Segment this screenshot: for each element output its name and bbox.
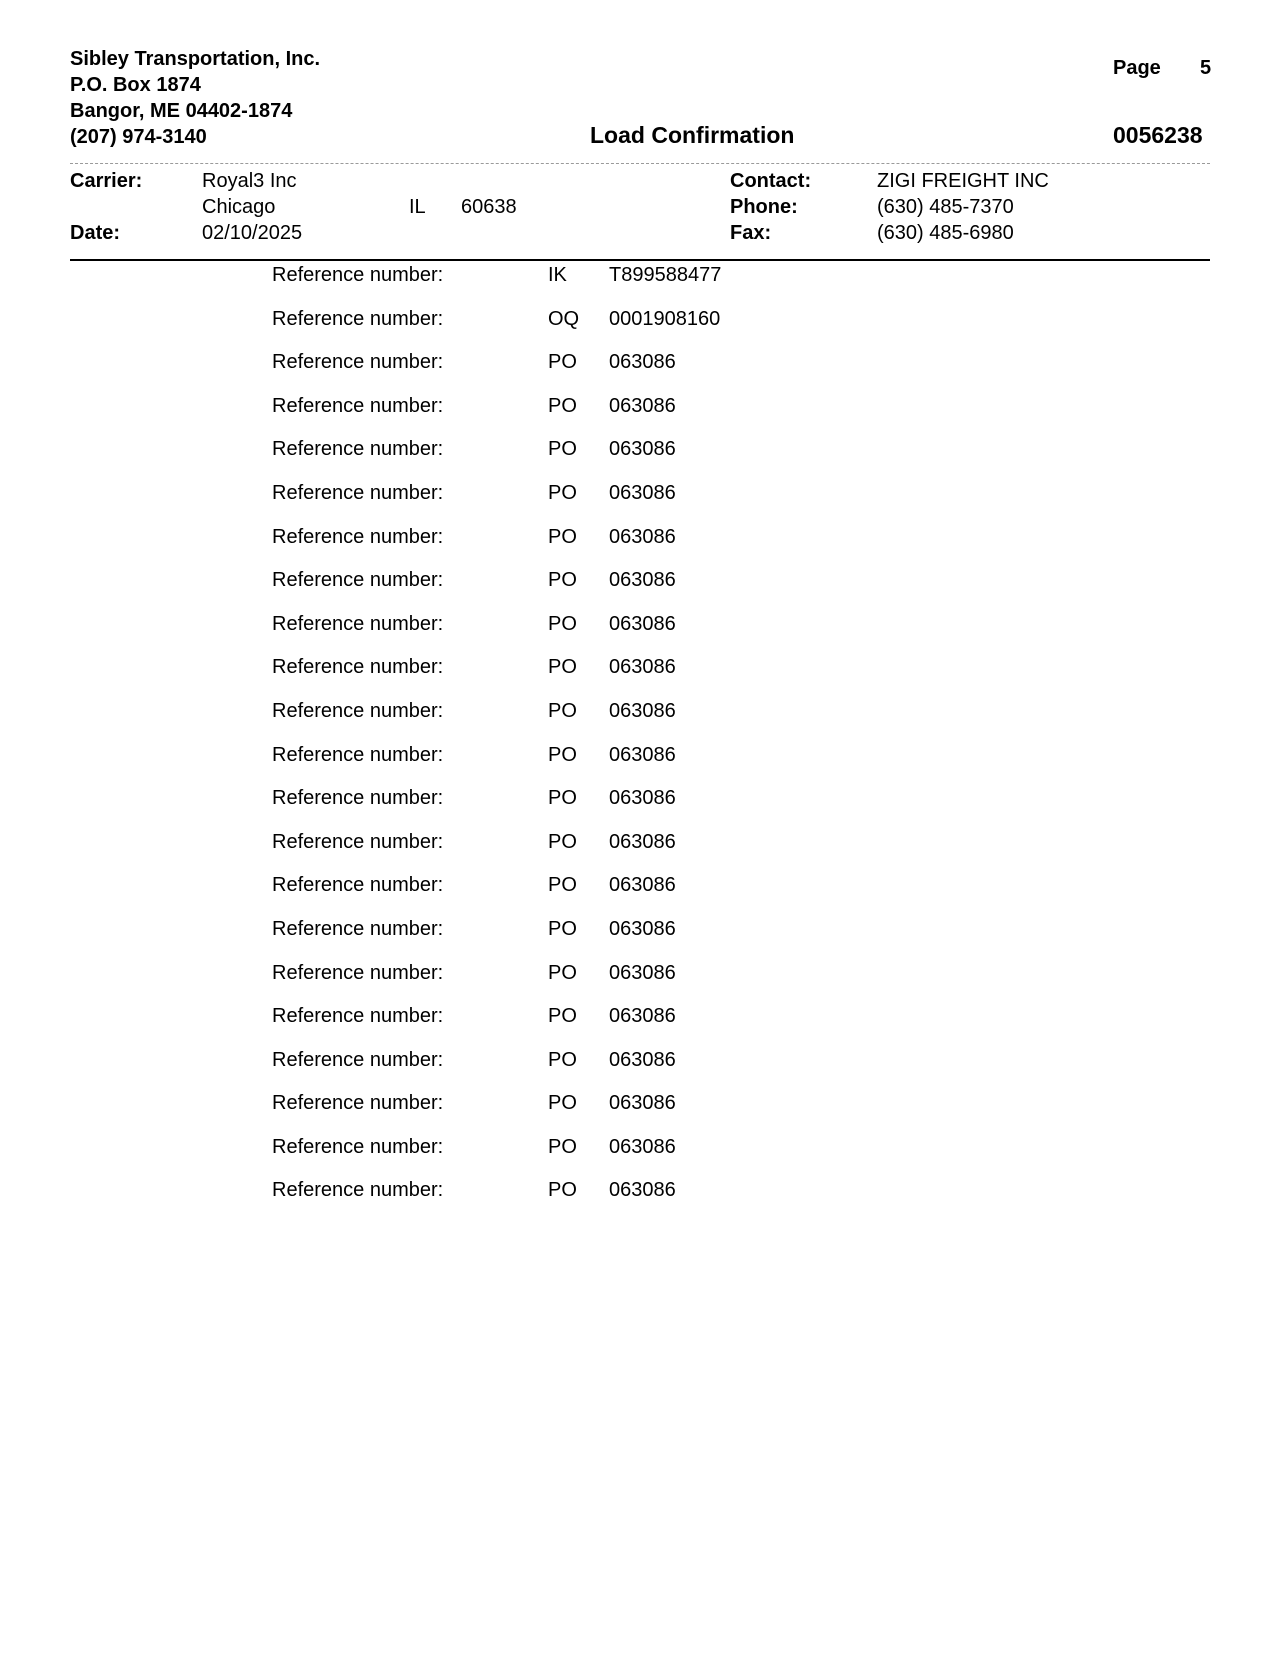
reference-number: 063086	[609, 699, 676, 722]
reference-type: PO	[548, 1092, 577, 1115]
reference-label: Reference number:	[272, 1092, 444, 1115]
company-phone: (207) 974-3140	[70, 126, 207, 148]
reference-label: Reference number:	[272, 438, 444, 461]
reference-number: 063086	[609, 394, 676, 417]
reference-row	[0, 656, 1283, 700]
reference-row	[0, 874, 1283, 918]
carrier-name: Royal3 Inc	[202, 170, 297, 192]
reference-label: Reference number:	[272, 961, 444, 984]
reference-number: 063086	[609, 656, 676, 679]
reference-row	[0, 351, 1283, 395]
date-value: 02/10/2025	[202, 222, 303, 244]
reference-number: 063086	[609, 1048, 676, 1071]
reference-row	[0, 700, 1283, 744]
reference-type: PO	[548, 481, 577, 504]
reference-row	[0, 831, 1283, 875]
reference-label: Reference number:	[272, 699, 444, 722]
reference-label: Reference number:	[272, 394, 444, 417]
document-title: Load Confirmation	[590, 122, 795, 148]
reference-label: Reference number:	[272, 1048, 444, 1071]
reference-row	[0, 744, 1283, 788]
reference-row	[0, 569, 1283, 613]
reference-number: 063086	[609, 874, 676, 897]
reference-row	[0, 438, 1283, 482]
reference-number: 063086	[609, 961, 676, 984]
reference-row	[0, 1005, 1283, 1049]
reference-number: 0001908160	[609, 307, 721, 330]
reference-type: PO	[548, 830, 577, 853]
reference-label: Reference number:	[272, 1135, 444, 1158]
reference-type: IK	[548, 264, 567, 286]
header-divider-solid	[70, 259, 1210, 261]
reference-number: 063086	[609, 1092, 676, 1115]
reference-label: Reference number:	[272, 874, 444, 897]
reference-type: PO	[548, 1048, 577, 1071]
reference-list	[0, 264, 1283, 1223]
reference-number: 063086	[609, 743, 676, 766]
page-label: Page	[1113, 57, 1161, 79]
reference-label: Reference number:	[272, 743, 444, 766]
reference-type: PO	[548, 1005, 577, 1028]
reference-row	[0, 1049, 1283, 1093]
phone-value: (630) 485-7370	[877, 196, 1014, 218]
reference-row	[0, 1136, 1283, 1180]
fax-label: Fax:	[730, 222, 772, 244]
reference-row	[0, 526, 1283, 570]
carrier-label: Carrier:	[70, 170, 143, 192]
reference-type: PO	[548, 569, 577, 592]
reference-row	[0, 395, 1283, 439]
company-address-line1: P.O. Box 1874	[70, 74, 201, 96]
reference-type: PO	[548, 787, 577, 810]
reference-number: 063086	[609, 1135, 676, 1158]
company-address-line2: Bangor, ME 04402-1874	[70, 100, 293, 122]
carrier-state: IL	[409, 196, 426, 218]
reference-label: Reference number:	[272, 264, 444, 286]
reference-row	[0, 1179, 1283, 1223]
reference-label: Reference number:	[272, 351, 444, 374]
reference-type: PO	[548, 525, 577, 548]
reference-label: Reference number:	[272, 917, 444, 940]
reference-number: 063086	[609, 830, 676, 853]
reference-type: PO	[548, 874, 577, 897]
reference-label: Reference number:	[272, 525, 444, 548]
reference-label: Reference number:	[272, 656, 444, 679]
reference-label: Reference number:	[272, 1005, 444, 1028]
reference-number: 063086	[609, 787, 676, 810]
reference-number: 063086	[609, 351, 676, 374]
reference-type: PO	[548, 699, 577, 722]
carrier-city: Chicago	[202, 196, 276, 218]
reference-row	[0, 787, 1283, 831]
reference-label: Reference number:	[272, 612, 444, 635]
reference-type: PO	[548, 612, 577, 635]
reference-type: OQ	[548, 307, 580, 330]
fax-value: (630) 485-6980	[877, 222, 1014, 244]
reference-row	[0, 962, 1283, 1006]
carrier-zip: 60638	[461, 196, 517, 218]
reference-row	[0, 1092, 1283, 1136]
reference-row	[0, 482, 1283, 526]
reference-type: PO	[548, 917, 577, 940]
reference-label: Reference number:	[272, 307, 444, 330]
reference-number: 063086	[609, 525, 676, 548]
reference-label: Reference number:	[272, 787, 444, 810]
company-name: Sibley Transportation, Inc.	[70, 48, 321, 70]
reference-type: PO	[548, 1135, 577, 1158]
page-number: 5	[1200, 57, 1212, 79]
reference-type: PO	[548, 394, 577, 417]
date-label: Date:	[70, 222, 121, 244]
phone-label: Phone:	[730, 196, 798, 218]
reference-number: 063086	[609, 612, 676, 635]
reference-type: PO	[548, 656, 577, 679]
reference-type: PO	[548, 438, 577, 461]
reference-label: Reference number:	[272, 569, 444, 592]
reference-row	[0, 613, 1283, 657]
reference-type: PO	[548, 961, 577, 984]
header-divider-dashed	[70, 163, 1210, 164]
reference-row	[0, 308, 1283, 352]
reference-label: Reference number:	[272, 481, 444, 504]
reference-number: 063086	[609, 1005, 676, 1028]
reference-number: 063086	[609, 481, 676, 504]
reference-number: T899588477	[609, 264, 722, 286]
reference-type: PO	[548, 1179, 577, 1202]
reference-type: PO	[548, 351, 577, 374]
reference-number: 063086	[609, 438, 676, 461]
reference-number: 063086	[609, 1179, 676, 1202]
reference-label: Reference number:	[272, 830, 444, 853]
reference-label: Reference number:	[272, 1179, 444, 1202]
document-number: 0056238	[1113, 122, 1203, 148]
reference-type: PO	[548, 743, 577, 766]
contact-value: ZIGI FREIGHT INC	[877, 170, 1049, 192]
contact-label: Contact:	[730, 170, 812, 192]
reference-number: 063086	[609, 917, 676, 940]
reference-row	[0, 264, 1283, 308]
reference-row	[0, 918, 1283, 962]
reference-number: 063086	[609, 569, 676, 592]
